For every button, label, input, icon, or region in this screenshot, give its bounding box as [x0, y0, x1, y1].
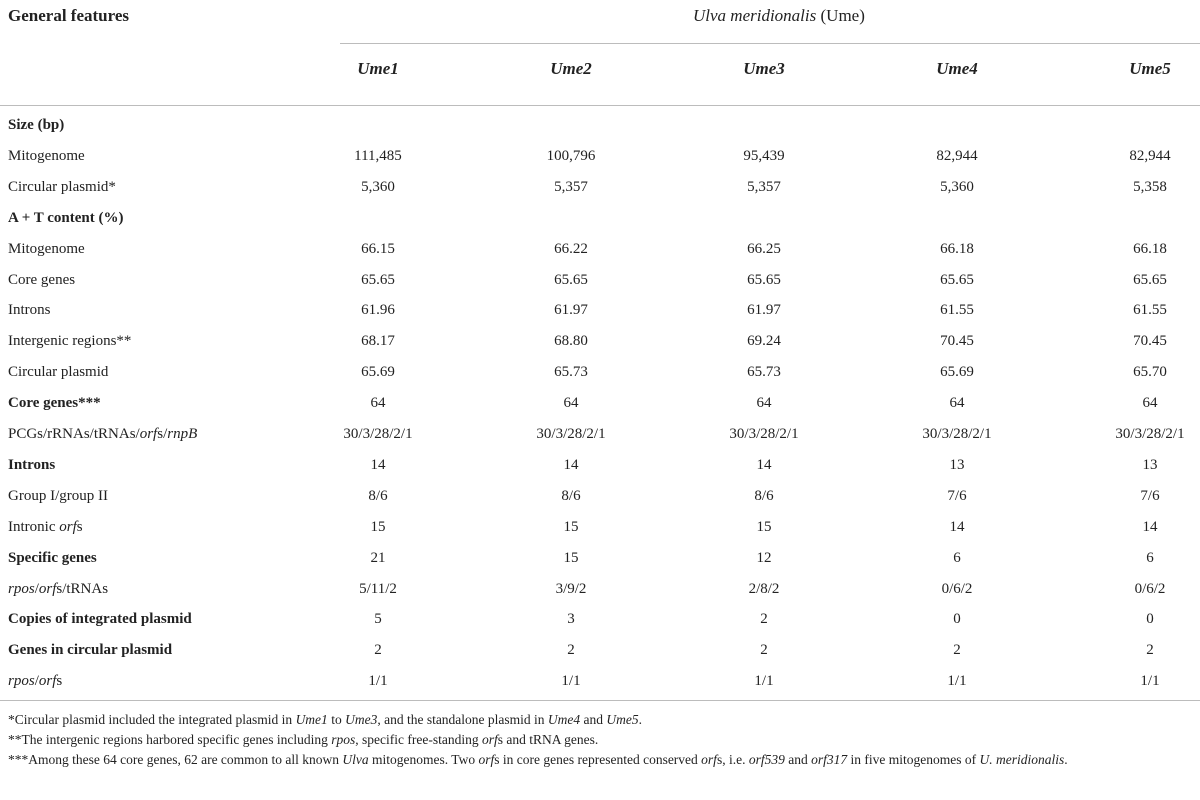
- row-label: A + T content (%): [8, 209, 124, 226]
- table-cell: 14: [1142, 518, 1158, 535]
- table-cell: 2: [1146, 642, 1154, 659]
- table-cell: 15: [563, 518, 579, 535]
- footnote: ***Among these 64 core genes, 62 are common to all known Ulva mitogenomes. Two orfs in core genes represented conserved orfs, i.e. orf539 and orf317 in five mitogenomes of U. meridionalis.: [8, 752, 1068, 767]
- table-cell: 5: [374, 611, 382, 628]
- table-row: [0, 172, 1200, 203]
- row-label: PCGs/rRNAs/tRNAs/orfs/rnpB: [8, 426, 198, 442]
- column-header-ume2: Ume2: [550, 59, 592, 78]
- table-row: [0, 295, 1200, 326]
- table-row: [0, 635, 1200, 666]
- table-cell: 65.65: [361, 271, 395, 288]
- table-row: [0, 110, 1200, 141]
- table-cell: 30/3/28/2/1: [729, 426, 799, 442]
- table-cell: 14: [370, 456, 386, 473]
- table-cell: 21: [370, 549, 386, 566]
- table-row: [0, 419, 1200, 450]
- table-cell: 61.55: [1133, 302, 1167, 319]
- table-cell: 82,944: [1129, 147, 1171, 164]
- table-cell: 64: [1142, 395, 1158, 412]
- table-cell: 13: [949, 456, 965, 473]
- row-label: Intergenic regions**: [8, 333, 132, 350]
- table-cell: 65.70: [1133, 364, 1167, 381]
- table-cell: 5,357: [554, 178, 588, 195]
- table-cell: 65.73: [554, 364, 588, 381]
- row-label: Mitogenome: [8, 240, 85, 257]
- table-cell: 82,944: [936, 147, 978, 164]
- table-cell: 65.69: [940, 364, 974, 381]
- table-row: [0, 604, 1200, 635]
- row-label: Introns: [8, 302, 51, 319]
- table-cell: 64: [370, 395, 386, 412]
- general-features-heading: General features: [8, 6, 130, 25]
- table-cell: 65.65: [747, 271, 781, 288]
- column-header-ume1: Ume1: [357, 59, 399, 78]
- table-row: [0, 234, 1200, 265]
- table-cell: 61.97: [747, 302, 781, 319]
- table-cell: 65.65: [1133, 271, 1167, 288]
- footnote: **The intergenic regions harbored specific genes including rpos, specific free-standing orfs and tRNA genes.: [8, 732, 599, 747]
- table-cell: 30/3/28/2/1: [1115, 426, 1185, 442]
- table-cell: 15: [370, 518, 386, 535]
- table-cell: 3/9/2: [555, 580, 587, 597]
- row-label: Specific genes: [8, 549, 97, 566]
- table-cell: 15: [756, 518, 772, 535]
- table-cell: 95,439: [743, 147, 785, 164]
- table-row: [0, 326, 1200, 357]
- table-cell: 30/3/28/2/1: [536, 426, 606, 442]
- table-cell: 3: [567, 611, 575, 628]
- table-cell: 15: [563, 549, 579, 566]
- table-cell: 2: [760, 611, 768, 628]
- table-row: [0, 265, 1200, 296]
- table-row: [0, 388, 1200, 419]
- table-cell: 65.73: [747, 364, 781, 381]
- table-cell: 8/6: [368, 487, 388, 504]
- footnote: *Circular plasmid included the integrated plasmid in Ume1 to Ume3, and the standalone plasmid in Ume4 and Ume5.: [8, 712, 643, 727]
- row-label: rpos/orfs/tRNAs: [8, 580, 109, 597]
- row-label: Group I/group II: [8, 487, 108, 504]
- species-name: Ulva meridionalis: [693, 6, 817, 25]
- table-cell: 7/6: [1140, 487, 1160, 504]
- table-cell: 66.18: [1133, 240, 1167, 257]
- row-label: rpos/orfs: [8, 673, 63, 690]
- table-cell: 69.24: [747, 333, 781, 350]
- table-cell: 1/1: [561, 673, 581, 690]
- table-cell: 111,485: [354, 147, 402, 164]
- table-row: [0, 357, 1200, 388]
- table-row: [0, 512, 1200, 543]
- table-cell: 8/6: [754, 487, 774, 504]
- table-cell: 2: [760, 642, 768, 659]
- table-cell: 13: [1142, 456, 1158, 473]
- row-label: Circular plasmid: [8, 364, 109, 381]
- table-row: [0, 666, 1200, 697]
- table-cell: 68.80: [554, 333, 588, 350]
- table-cell: 0/6/2: [941, 580, 973, 597]
- table-cell: 65.69: [361, 364, 395, 381]
- column-header-ume3: Ume3: [743, 59, 785, 78]
- row-label: Core genes: [8, 271, 76, 288]
- table-cell: 1/1: [947, 673, 967, 690]
- table-cell: 2/8/2: [748, 580, 780, 597]
- table-cell: 61.97: [554, 302, 588, 319]
- row-label: Copies of integrated plasmid: [8, 611, 192, 628]
- table-row: [0, 450, 1200, 481]
- table-cell: 7/6: [947, 487, 967, 504]
- table-cell: 30/3/28/2/1: [922, 426, 992, 442]
- table-cell: 0: [1146, 611, 1154, 628]
- table-cell: 8/6: [561, 487, 581, 504]
- table-cell: 66.22: [554, 240, 588, 257]
- column-header-ume5: Ume5: [1129, 59, 1171, 78]
- row-label: Core genes***: [8, 395, 101, 412]
- table-cell: 64: [563, 395, 579, 412]
- column-header-ume4: Ume4: [936, 59, 978, 78]
- footnotes: [8, 710, 1194, 770]
- row-label: Introns: [8, 456, 56, 473]
- row-label: Mitogenome: [8, 147, 85, 164]
- header-rule-top: [340, 43, 1200, 44]
- table-cell: 64: [949, 395, 965, 412]
- species-heading: [693, 6, 865, 26]
- table-cell: 68.17: [361, 333, 395, 350]
- table-rule-bottom: [0, 700, 1200, 701]
- row-label: Genes in circular plasmid: [8, 642, 173, 659]
- table-cell: 5,360: [361, 178, 395, 195]
- table-cell: 5,357: [747, 178, 781, 195]
- table-cell: 61.96: [361, 302, 395, 319]
- table-row: [0, 203, 1200, 234]
- table-cell: 70.45: [1133, 333, 1167, 350]
- table-cell: 14: [563, 456, 579, 473]
- table-cell: 66.15: [361, 240, 395, 257]
- table-cell: 5,358: [1133, 178, 1167, 195]
- table-cell: 100,796: [546, 147, 596, 164]
- table-cell: 1/1: [754, 673, 774, 690]
- table-row: [0, 574, 1200, 605]
- table-row: [0, 481, 1200, 512]
- table-cell: 2: [953, 642, 961, 659]
- table-row: [0, 543, 1200, 574]
- row-label: Circular plasmid*: [8, 178, 116, 195]
- table-cell: 0: [953, 611, 961, 628]
- table-cell: 1/1: [368, 673, 388, 690]
- table-cell: 12: [756, 549, 772, 566]
- table-row: [0, 141, 1200, 172]
- table-cell: 66.18: [940, 240, 974, 257]
- table-cell: 0/6/2: [1134, 580, 1166, 597]
- table-cell: 1/1: [1140, 673, 1160, 690]
- table-cell: 66.25: [747, 240, 781, 257]
- table-cell: 65.65: [940, 271, 974, 288]
- table-cell: 5/11/2: [359, 580, 397, 597]
- table-cell: 30/3/28/2/1: [343, 426, 413, 442]
- table-cell: 2: [374, 642, 382, 659]
- table-cell: 64: [756, 395, 772, 412]
- table-cell: 14: [949, 518, 965, 535]
- row-label: Intronic orfs: [8, 518, 83, 535]
- header-rule-bottom: [0, 105, 1200, 106]
- table-cell: 6: [953, 549, 961, 566]
- table-cell: 6: [1146, 549, 1154, 566]
- row-label: Size (bp): [8, 117, 65, 133]
- table-cell: 5,360: [940, 178, 974, 195]
- table-cell: 2: [567, 642, 575, 659]
- table-cell: 61.55: [940, 302, 974, 319]
- table-cell: 65.65: [554, 271, 588, 288]
- table-cell: 14: [756, 456, 772, 473]
- species-abbr: (Ume): [820, 6, 865, 25]
- table-cell: 70.45: [940, 333, 974, 350]
